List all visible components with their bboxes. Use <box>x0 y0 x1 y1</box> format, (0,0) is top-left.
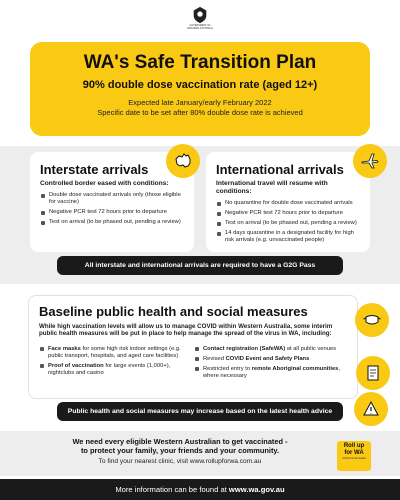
more-info-bar: More information can be found at www.wa.gov.au <box>0 479 400 500</box>
list-item: Face masks for some high risk indoor settings (e.g. public transport, hospitals, and aged care facilities) <box>39 346 194 360</box>
face-mask-icon <box>362 310 382 330</box>
airplane-badge <box>353 144 387 178</box>
list-item: Double dose vaccinated arrivals only (those eligible for vaccine) <box>40 192 186 206</box>
australia-badge <box>166 144 200 178</box>
list-item: Test on arrival (to be phased out, pending a review) <box>216 220 362 227</box>
list-item: Proof of vaccination for large events (1,000+), nightclubs and casino <box>39 363 194 377</box>
baseline-title: Baseline public health and social measures <box>39 304 308 319</box>
australia-map-icon <box>173 151 193 171</box>
list-item: Negative PCR test 72 hours prior to departure <box>216 210 362 217</box>
contact-form-badge <box>356 356 390 390</box>
wa-gov-link[interactable]: www.wa.gov.au <box>228 485 285 494</box>
airplane-icon <box>360 151 380 171</box>
international-title: International arrivals <box>216 162 344 177</box>
face-mask-badge <box>355 303 389 337</box>
baseline-intro: While high vaccination levels will allow us to manage COVID within Western Australia, some interim public health measures will be put in place to help manage the spread of the virus in WA, including: <box>39 323 333 338</box>
baseline-left-list <box>39 346 194 383</box>
list-item: 14 days quarantine in a designated facility for high risk arrivals (e.g. unvaccinated people) <box>216 230 362 244</box>
interstate-lead: Controlled border eased with conditions: <box>40 180 169 187</box>
baseline-measures-card <box>28 295 358 399</box>
wa-government-crest <box>185 6 215 40</box>
crest-line-1: GOVERNMENT OF <box>189 24 211 27</box>
international-list <box>216 200 362 244</box>
g2g-pass-banner: All interstate and international arrivals are required to have a G2G Pass <box>57 256 343 275</box>
interstate-list <box>40 192 186 226</box>
baseline-right-list <box>194 346 349 383</box>
list-item: Test on arrival (to be phased out, pending a review) <box>40 219 186 226</box>
clinic-link-text[interactable]: To find your nearest clinic, visit www.rollupforwa.com.au <box>98 458 262 465</box>
roll-up-for-wa-logo: Roll up for WA COVID-19 Vaccination <box>337 441 371 471</box>
hero-banner <box>30 42 370 136</box>
warning-sign-icon <box>361 399 381 419</box>
international-lead: International travel will resume with conditions: <box>216 180 328 195</box>
list-item: Restricted entry to remote Aboriginal communities, where necessary <box>194 366 349 380</box>
page-title: WA's Safe Transition Plan <box>83 52 317 73</box>
baseline-columns <box>39 342 349 383</box>
expected-date: Expected late January/early February 2022 <box>128 98 272 107</box>
vaccination-callout <box>30 437 330 466</box>
interstate-title: Interstate arrivals <box>40 162 149 177</box>
callout-line-2: to protect your family, your friends and your community. <box>80 446 280 455</box>
list-item: No quarantine for double dose vaccinated arrivals <box>216 200 362 207</box>
list-item: Negative PCR test 72 hours prior to departure <box>40 209 186 216</box>
crest-line-2: WESTERN AUSTRALIA <box>187 27 213 30</box>
page-subtitle: 90% double dose vaccination rate (aged 12+) <box>82 79 318 91</box>
contact-form-icon <box>363 363 383 383</box>
health-measures-banner: Public health and social measures may increase based on the latest health advice <box>57 402 343 421</box>
callout-line-1: We need every eligible Western Australian to get vaccinated - <box>72 437 288 446</box>
specific-date-note: Specific date to be set after 80% double dose rate is achieved <box>97 108 303 117</box>
wa-crest-icon <box>191 6 209 24</box>
warning-sign-badge <box>354 392 388 426</box>
list-item: Contact registration (SafeWA) at all public venues <box>194 346 349 353</box>
international-arrivals-card <box>206 152 370 252</box>
list-item: Revised COVID Event and Safety Plans <box>194 356 349 363</box>
